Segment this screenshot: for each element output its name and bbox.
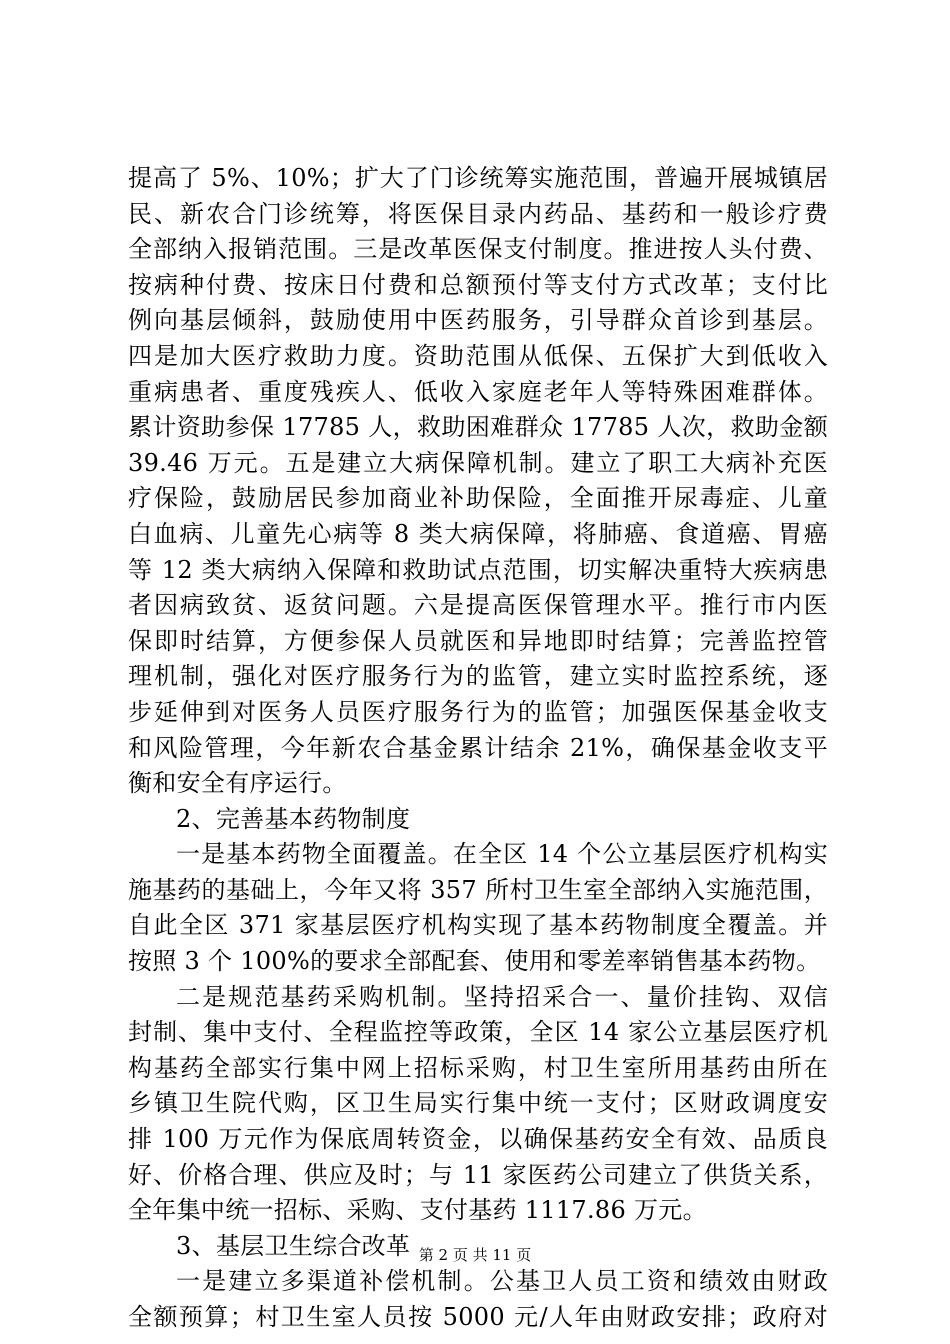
text-line: 自此全区 371 家基层医疗机构实现了基本药物制度全覆盖。并 <box>128 911 828 940</box>
text-line: 好、价格合理、供应及时；与 11 家医药公司建立了供货关系， <box>128 1160 828 1189</box>
text-line: 一是建立多渠道补偿机制。公基卫人员工资和绩效由财政 <box>176 1267 828 1296</box>
text-line: 四是加大医疗救助力度。资助范围从低保、五保扩大到低收入 <box>128 341 828 370</box>
text-line: 二是规范基药采购机制。坚持招采合一、量价挂钩、双信 <box>176 982 828 1011</box>
text-line: 全额预算；村卫生室人员按 5000 元/人年由财政安排；政府对 <box>128 1303 828 1331</box>
text-line: 按照 3 个 100%的要求全部配套、使用和零差率销售基本药物。 <box>128 947 821 976</box>
text-line: 全年集中统一招标、采购、支付基药 1117.86 万元。 <box>128 1196 707 1225</box>
text-line: 理机制，强化对医疗服务行为的监管，建立实时监控系统，逐 <box>128 662 828 691</box>
text-line: 步延伸到对医务人员医疗服务行为的监管；加强医保基金收支 <box>128 697 828 726</box>
text-line: 保即时结算，方便参保人员就医和异地即时结算；完善监控管 <box>128 626 828 655</box>
text-line: 衡和安全有序运行。 <box>128 769 347 798</box>
text-line: 乡镇卫生院代购，区卫生局实行集中统一支付；区财政调度安 <box>128 1089 828 1118</box>
page-footer: 第 2 页 共 11 页 <box>418 1246 532 1264</box>
text-line: 按病种付费、按床日付费和总额预付等支付方式改革；支付比 <box>128 270 828 299</box>
text-line: 施基药的基础上，今年又将 357 所村卫生室全部纳入实施范围， <box>128 875 828 904</box>
text-line: 白血病、儿童先心病等 8 类大病保障，将肺癌、食道癌、胃癌 <box>128 519 828 548</box>
text-line: 者因病致贫、返贫问题。六是提高医保管理水平。推行市内医 <box>128 591 828 620</box>
text-line: 民、新农合门诊统筹，将医保目录内药品、基药和一般诊疗费 <box>128 199 828 228</box>
text-line: 例向基层倾斜，鼓励使用中医药服务，引导群众首诊到基层。 <box>128 306 828 335</box>
text-line: 2、完善基本药物制度 <box>176 804 411 833</box>
text-line: 提高了 5%、10%；扩大了门诊统筹实施范围，普遍开展城镇居 <box>128 164 828 192</box>
text-line: 一是基本药物全面覆盖。在全区 14 个公立基层医疗机构实 <box>176 840 828 869</box>
text-line: 重病患者、重度残疾人、低收入家庭老年人等特殊困难群体。 <box>128 377 828 406</box>
text-line: 全部纳入报销范围。三是改革医保支付制度。推进按人头付费、 <box>128 235 828 264</box>
text-line: 疗保险，鼓励居民参加商业补助保险，全面推开尿毒症、儿童 <box>128 484 828 513</box>
text-line: 排 100 万元作为保底周转资金，以确保基药安全有效、品质良 <box>128 1125 828 1154</box>
document-body <box>128 161 828 1336</box>
text-line: 等 12 类大病纳入保障和救助试点范围，切实解决重特大疾病患 <box>128 555 828 584</box>
text-line: 3、基层卫生综合改革 <box>176 1231 411 1260</box>
text-line: 封制、集中支付、全程监控等政策，全区 14 家公立基层医疗机 <box>128 1018 828 1047</box>
text-line: 累计资助参保 17785 人，救助困难群众 17785 人次，救助金额 <box>128 413 828 442</box>
text-line: 39.46 万元。五是建立大病保障机制。建立了职工大病补充医 <box>128 448 828 477</box>
text-line: 构基药全部实行集中网上招标采购，村卫生室所用基药由所在 <box>128 1053 828 1082</box>
text-line: 和风险管理，今年新农合基金累计结余 21%，确保基金收支平 <box>128 733 828 762</box>
